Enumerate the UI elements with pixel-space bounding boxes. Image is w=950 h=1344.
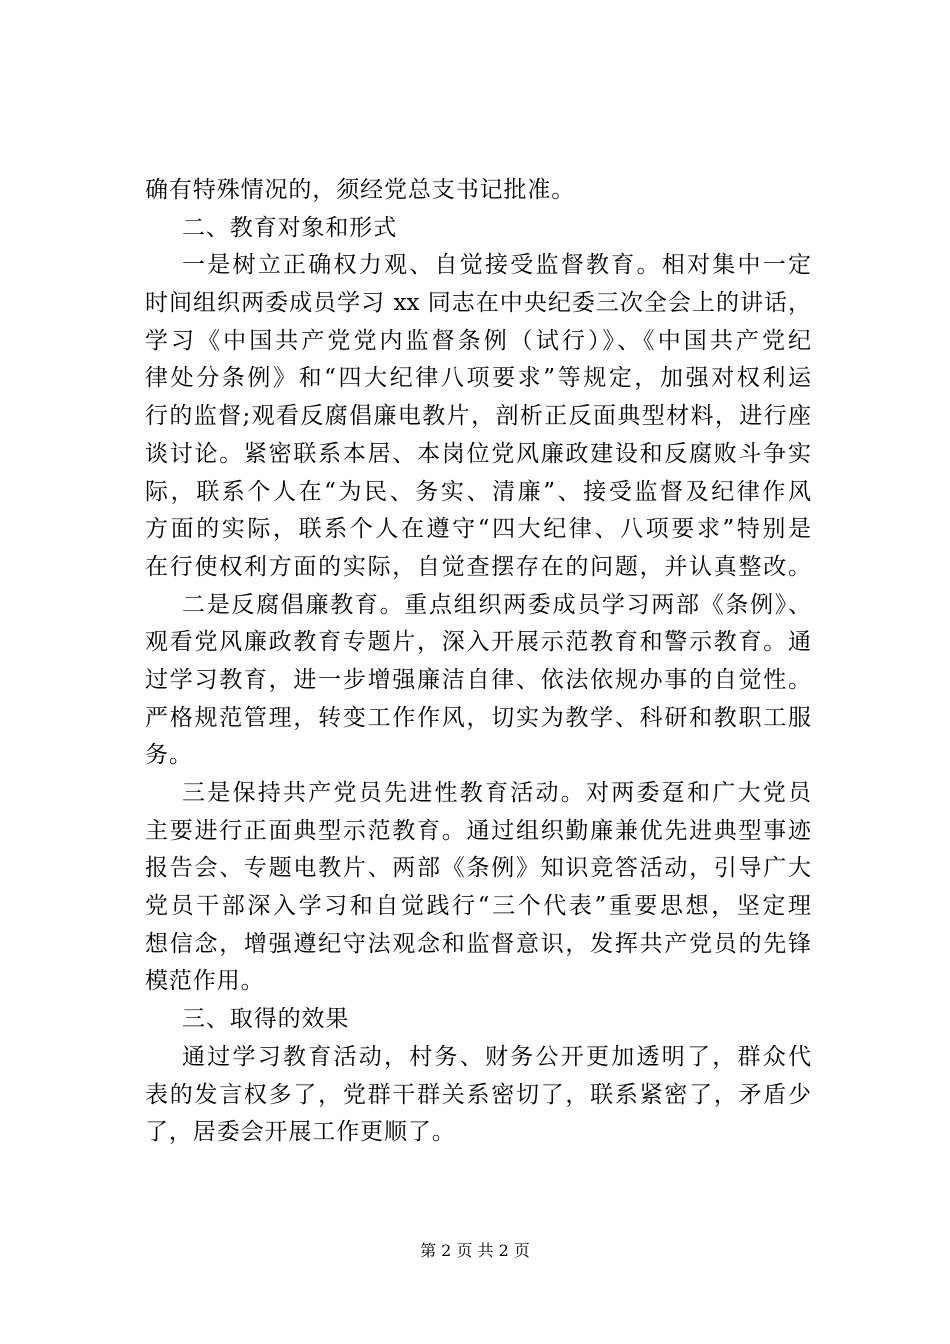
body-line: 主要进行正面典型示范教育。通过组织勤廉兼优先进典型事迹 [145, 817, 811, 844]
body-line: 一是树立正确权力观、自觉接受监督教育。相对集中一定 [182, 252, 811, 279]
body-line: 律处分条例》和“四大纪律八项要求”等规定，加强对权利运 [145, 365, 811, 392]
body-line: 在行使权利方面的实际，自觉查摆存在的问题，并认真整改。 [145, 553, 811, 580]
document-body [145, 172, 811, 1152]
body-line: 务。 [145, 742, 193, 769]
body-line: 通过学习教育活动，村务、财务公开更加透明了，群众代 [182, 1043, 811, 1070]
body-line: 二是反腐倡廉教育。重点组织两委成员学习两部《条例》、 [182, 591, 811, 618]
body-line: 时间组织两委成员学习 xx 同志在中央纪委三次全会上的讲话， [145, 290, 811, 317]
body-line: 行的监督;观看反腐倡廉电教片，剖析正反面典型材料，进行座 [145, 403, 811, 430]
body-line: 际，联系个人在“为民、务实、清廉”、接受监督及纪律作风 [145, 478, 811, 505]
body-line: 表的发言权多了，党群干群关系密切了，联系紧密了，矛盾少 [145, 1081, 811, 1108]
section-heading: 二、教育对象和形式 [182, 214, 398, 241]
body-line: 确有特殊情况的，须经党总支书记批准。 [145, 177, 576, 203]
body-line: 模范作用。 [145, 968, 265, 995]
body-line: 观看党风廉政教育专题片，深入开展示范教育和警示教育。通 [145, 629, 811, 656]
body-line: 了，居委会开展工作更顺了。 [145, 1119, 456, 1146]
body-line: 想信念，增强遵纪守法观念和监督意识，发挥共产党员的先锋 [145, 930, 811, 957]
body-line: 方面的实际，联系个人在遵守“四大纪律、八项要求”特别是 [145, 516, 811, 543]
body-line: 党员干部深入学习和自觉践行“三个代表”重要思想，坚定理 [145, 893, 811, 920]
body-line: 学习《中国共产党党内监督条例（试行）》、《中国共产党纪 [145, 327, 811, 354]
page-footer: 第 2 页 共 2 页 [420, 1241, 530, 1260]
body-line: 过学习教育，进一步增强廉洁自律、依法依规办事的自觉性。 [145, 666, 811, 693]
body-line: 三是保持共产党员先进性教育活动。对两委趸和广大党员 [182, 780, 811, 806]
body-line: 严格规范管理，转变工作作风，切实为教学、科研和教职工服 [145, 704, 811, 731]
body-line: 谈讨论。紧密联系本居、本岗位党风廉政建设和反腐败斗争实 [145, 440, 811, 467]
section-heading: 三、取得的效果 [182, 1006, 350, 1033]
body-line: 报告会、专题电教片、两部《条例》知识竞答活动，引导广大 [145, 855, 811, 882]
